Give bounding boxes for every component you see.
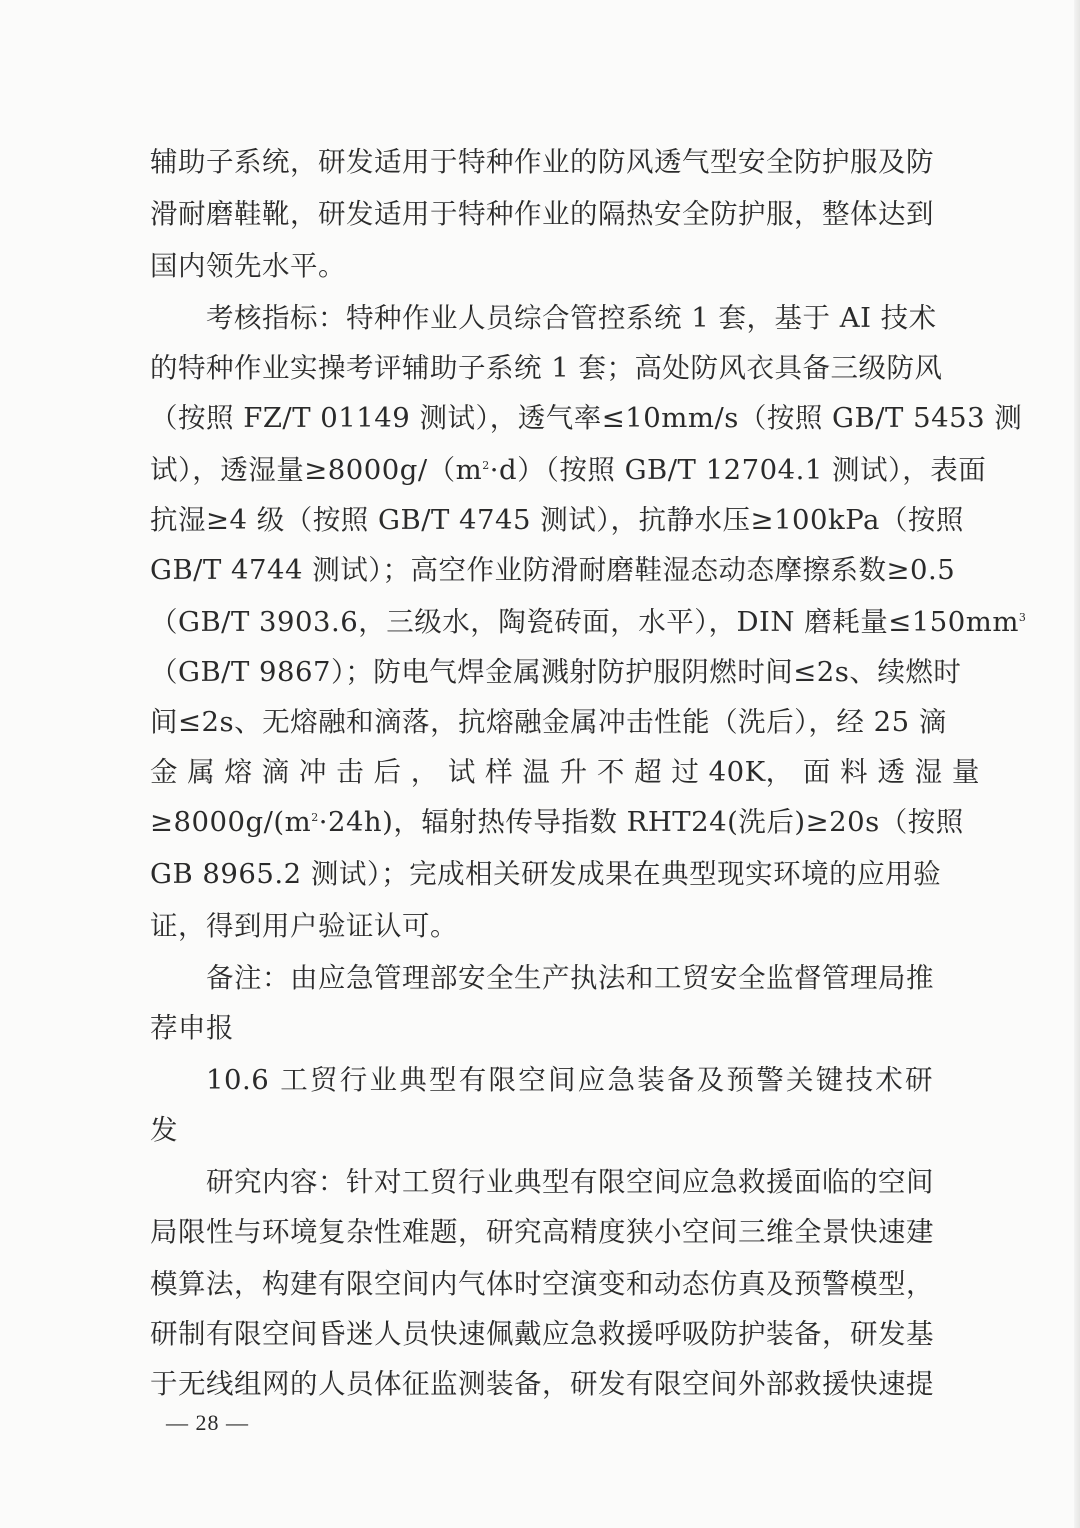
text-line: 证，得到用户验证认可。 [150,910,458,942]
section-heading: 10.6 工贸行业典型有限空间应急装备及预警关键技术研 [206,1064,933,1096]
superscript: 2 [311,810,319,824]
text-segment: （GB/T 3903.6，三级水，陶瓷砖面，水平），DIN 磨耗量≤150mm [150,606,1019,638]
page-number: — 28 — [166,1410,249,1435]
text-line: GB/T 4744 测试）；高空作业防滑耐磨鞋湿态动态摩擦系数≥0.5 [150,554,956,586]
text-line: 研究内容：针对工贸行业典型有限空间应急救援面临的空间 [206,1166,934,1198]
text-line [150,448,987,492]
text-line: 局限性与环境复杂性难题，研究高精度狭小空间三维全景快速建 [150,1216,934,1248]
text-segment: 试），透湿量≥8000g/（m [150,454,483,486]
text-line: 的特种作业实操考评辅助子系统 1 套；高处防风衣具备三级防风 [150,352,943,384]
text-line: GB 8965.2 测试）；完成相关研发成果在典型现实环境的应用验 [150,858,942,890]
page-edge [1074,0,1080,1528]
text-segment: ·24h)，辐射热传导指数 RHT24(洗后)≥20s（按照 [318,806,964,838]
text-line: 国内领先水平。 [150,250,346,282]
text-line [150,800,964,844]
superscript: 2 [482,458,490,472]
text-segment: ·d）（按照 GB/T 12704.1 测试），表面 [489,454,987,486]
text-line: （按照 FZ/T 01149 测试），透气率≤10mm/s（按照 GB/T 5453 测 [150,402,1023,434]
text-line: 间≤2s、无熔融和滴落，抗熔融金属冲击性能（洗后），经 25 滴 [150,706,947,738]
text-line: 于无线组网的人员体征监测装备，研发有限空间外部救援快速提 [150,1368,934,1400]
text-segment: ≥8000g/(m [150,806,312,838]
text-line: 荐申报 [150,1012,234,1044]
text-line: 模算法，构建有限空间内气体时空演变和动态仿真及预警模型， [150,1268,934,1300]
text-line: 备注：由应急管理部安全生产执法和工贸安全监督管理局推 [206,962,934,994]
text-line: 滑耐磨鞋靴，研发适用于特种作业的隔热安全防护服，整体达到 [150,198,934,230]
text-line: 研制有限空间昏迷人员快速佩戴应急救援呼吸防护装备，研发基 [150,1318,934,1350]
superscript: 3 [1018,610,1027,624]
text-line [150,600,1027,644]
text-line: 抗湿≥4 级（按照 GB/T 4745 测试），抗静水压≥100kPa（按照 [150,504,964,536]
section-heading-continuation: 发 [150,1114,178,1146]
text-line: 考核指标：特种作业人员综合管控系统 1 套，基于 AI 技术 [206,302,937,334]
text-line: 辅助子系统，研发适用于特种作业的防风透气型安全防护服及防 [150,146,934,178]
text-line: 金 属 熔 滴 冲 击 后 ， 试 样 温 升 不 超 过 40K， 面 料 透 湿 量 [150,756,980,788]
text-line: （GB/T 9867）；防电气焊金属溅射防护服阴燃时间≤2s、续燃时 [150,656,962,688]
